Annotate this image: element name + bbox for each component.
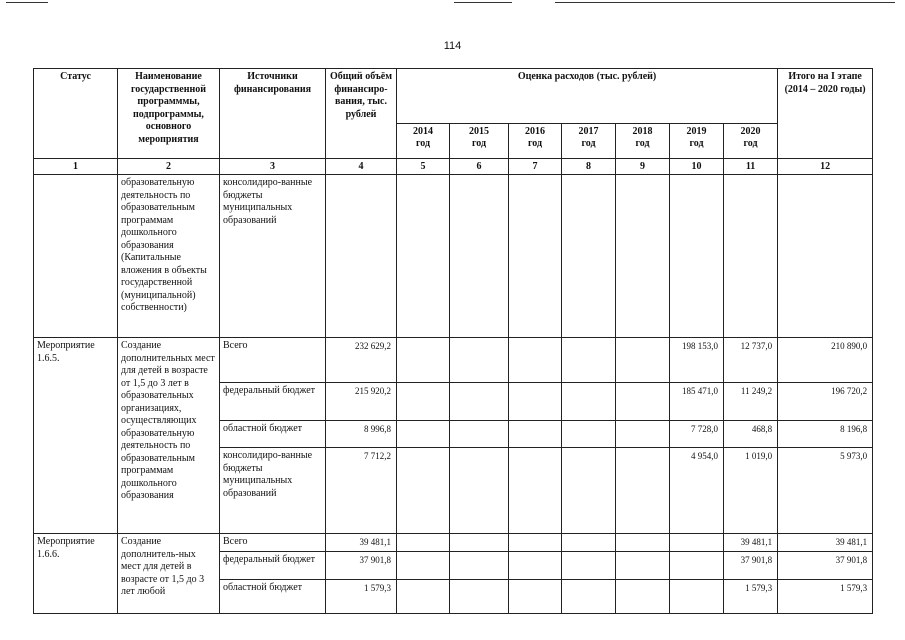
value-2020: 39 481,1 <box>724 534 778 552</box>
total-value: 7 712,2 <box>326 448 397 534</box>
header-year-2019: 2019 год <box>670 124 724 159</box>
value-2020: 1 019,0 <box>724 448 778 534</box>
header-sources: Источники финансирования <box>220 69 326 159</box>
funding-source: федеральный бюджет <box>220 383 326 421</box>
column-number: 3 <box>220 159 326 175</box>
itogo-value: 5 973,0 <box>778 448 873 534</box>
value-2020: 468,8 <box>724 421 778 448</box>
measure-name: Создание дополнительных мест для детей в возрасте от 1,5 до 3 лет в образовательных организациях, осуществляющих образовательную деятельность по образовательным программам дошкольного образования <box>118 338 220 534</box>
value-2019 <box>670 551 724 579</box>
column-number: 7 <box>509 159 562 175</box>
column-number: 10 <box>670 159 724 175</box>
value-2020: 1 579,3 <box>724 579 778 613</box>
value-2020: 11 249,2 <box>724 383 778 421</box>
header-year-2018: 2018 год <box>616 124 670 159</box>
column-number: 1 <box>34 159 118 175</box>
measure-name: Создание дополнитель-ных мест для детей в возрасте от 1,5 до 3 лет любой <box>118 534 220 614</box>
column-number: 6 <box>450 159 509 175</box>
header-year-2015: 2015 год <box>450 124 509 159</box>
header-status: Статус <box>34 69 118 159</box>
total-value: 8 996,8 <box>326 421 397 448</box>
total-value: 39 481,1 <box>326 534 397 552</box>
measure-status: Мероприятие 1.6.6. <box>34 534 118 614</box>
itogo-value: 37 901,8 <box>778 551 873 579</box>
total-value: 37 901,8 <box>326 551 397 579</box>
funding-source: консолидиро-ванные бюджеты муниципальных образований <box>220 448 326 534</box>
table-row <box>34 338 873 383</box>
itogo-value: 196 720,2 <box>778 383 873 421</box>
itogo-value: 39 481,1 <box>778 534 873 552</box>
header-estimate: Оценка расходов (тыс. рублей) <box>397 69 778 124</box>
value-2019 <box>670 534 724 552</box>
column-number: 11 <box>724 159 778 175</box>
table-row <box>34 534 873 552</box>
header-name: Наименование государственной программмы, подпрограммы, основного мероприятия <box>118 69 220 159</box>
itogo-value: 1 579,3 <box>778 579 873 613</box>
header-itogo: Итого на I этапе (2014 – 2020 годы) <box>778 69 873 159</box>
column-number: 9 <box>616 159 670 175</box>
column-number: 12 <box>778 159 873 175</box>
total-value: 232 629,2 <box>326 338 397 383</box>
column-number: 4 <box>326 159 397 175</box>
value-2019: 198 153,0 <box>670 338 724 383</box>
value-2019: 4 954,0 <box>670 448 724 534</box>
column-number: 5 <box>397 159 450 175</box>
total-value: 1 579,3 <box>326 579 397 613</box>
column-number: 8 <box>562 159 616 175</box>
funding-source: федеральный бюджет <box>220 551 326 579</box>
funding-source: областной бюджет <box>220 421 326 448</box>
scan-mark-left <box>6 2 48 3</box>
value-2019 <box>670 579 724 613</box>
header-year-2016: 2016 год <box>509 124 562 159</box>
itogo-value: 8 196,8 <box>778 421 873 448</box>
header-total: Общий объём финансиро-вания, тыс. рублей <box>326 69 397 159</box>
column-number-row <box>34 159 873 175</box>
value-2020: 12 737,0 <box>724 338 778 383</box>
budget-table <box>33 68 873 614</box>
scan-mark-center <box>454 2 512 3</box>
header-year-2014: 2014 год <box>397 124 450 159</box>
scan-mark-right <box>555 2 895 3</box>
measure-status: Мероприятие 1.6.5. <box>34 338 118 534</box>
measure-name: образовательную деятельность по образовательным программам дошкольного образования (Капитальные вложения в объекты государственной (муниципальной) собственности) <box>118 175 220 338</box>
value-2019: 185 471,0 <box>670 383 724 421</box>
column-number: 2 <box>118 159 220 175</box>
table-row <box>34 175 873 338</box>
page-number: 114 <box>443 40 462 52</box>
value-2019: 7 728,0 <box>670 421 724 448</box>
funding-source: консолидиро-ванные бюджеты муниципальных образований <box>220 175 326 338</box>
funding-source: Всего <box>220 338 326 383</box>
value-2020: 37 901,8 <box>724 551 778 579</box>
funding-source: Всего <box>220 534 326 552</box>
itogo-value: 210 890,0 <box>778 338 873 383</box>
total-value: 215 920,2 <box>326 383 397 421</box>
header-year-2020: 2020 год <box>724 124 778 159</box>
header-year-2017: 2017 год <box>562 124 616 159</box>
funding-source: областной бюджет <box>220 579 326 613</box>
